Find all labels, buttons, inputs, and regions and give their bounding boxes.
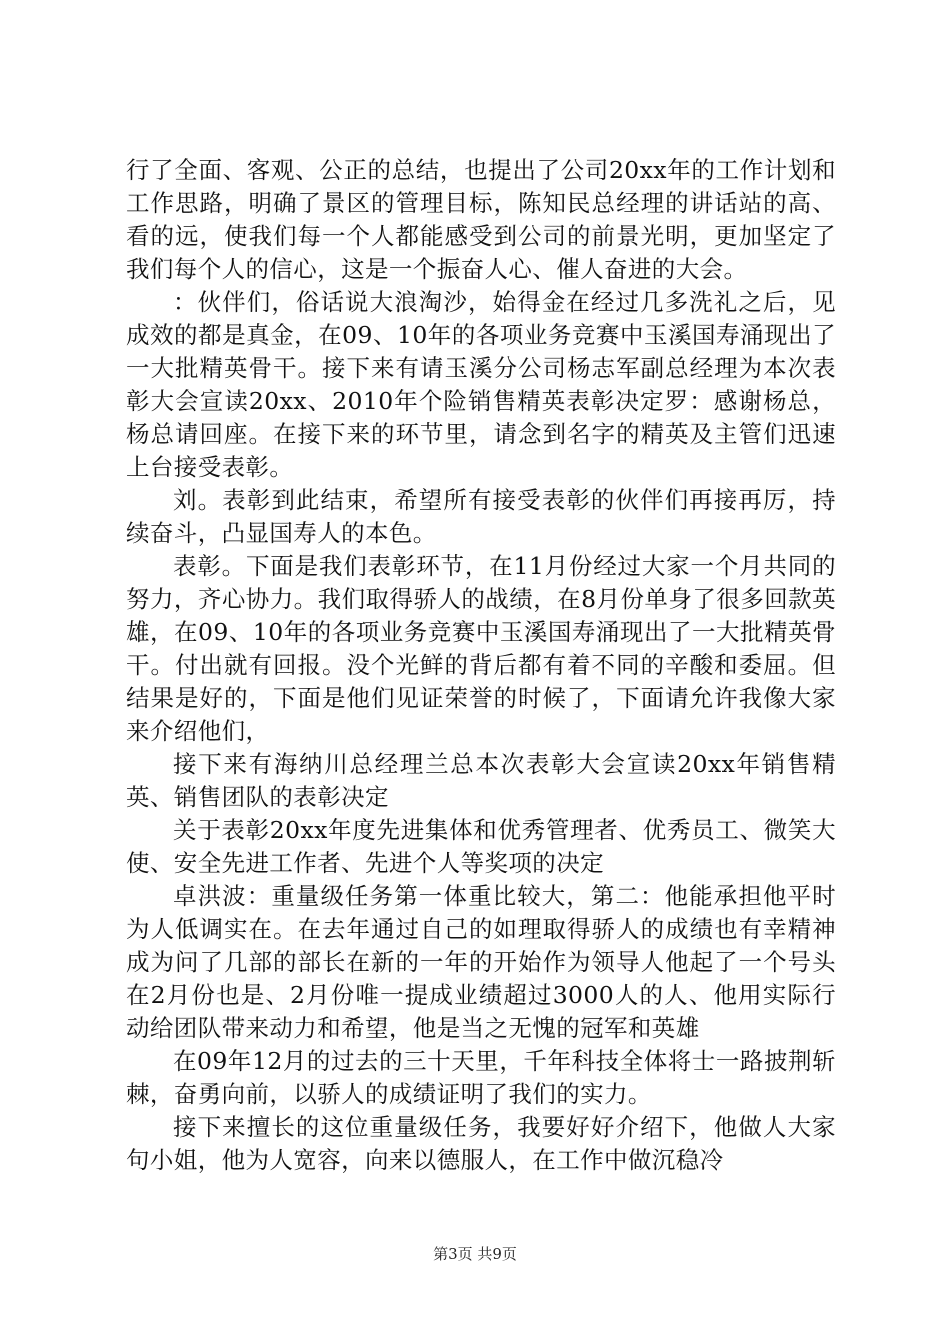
paragraph: 卓洪波：重量级任务第一体重比较大，第二：他能承担他平时为人低调实在。在去年通过自己的如理取得骄人的成绩也有幸精神成为问了几部的部长在新的一年的开始作为领导人他起了一个号头在2月份也是、2月份唯一提成业绩超过3000人的人、他用实际行动给团队带来动力和希望，他是当之无愧的冠军和英雄 bbox=[126, 882, 836, 1042]
paragraph: 刘。表彰到此结束，希望所有接受表彰的伙伴们再接再厉，持续奋斗，凸显国寿人的本色。 bbox=[126, 486, 836, 547]
paragraph: ：伙伴们，俗话说大浪淘沙，始得金在经过几多洗礼之后，见成效的都是真金，在09、10年的各项业务竞赛中玉溪国寿涌现出了一大批精英骨干。接下来有请玉溪分公司杨志军副总经理为本次表彰大会宣读20xx、2010年个险销售精英表彰决定罗：感谢杨总，杨总请回座。在接下来的环节里，请念到名字的精英及主管们迅速上台接受表彰。 bbox=[126, 288, 836, 481]
paragraph: 表彰。下面是我们表彰环节，在11月份经过大家一个月共同的努力，齐心协力。我们取得骄人的战绩，在8月份单身了很多回款英雄，在09、10年的各项业务竞赛中玉溪国寿涌现出了一大批精英骨干。付出就有回报。没个光鲜的背后都有着不同的辛酸和委屈。但结果是好的，下面是他们见证荣誉的时候了，下面请允许我像大家来介绍他们， bbox=[126, 552, 836, 745]
document-body bbox=[126, 154, 836, 1177]
paragraph: 在09年12月的过去的三十天里，千年科技全体将士一路披荆斩棘，奋勇向前，以骄人的成绩证明了我们的实力。 bbox=[126, 1047, 836, 1108]
paragraph: 接下来有海纳川总经理兰总本次表彰大会宣读20xx年销售精英、销售团队的表彰决定 bbox=[126, 750, 836, 811]
paragraph-continuation: 行了全面、客观、公正的总结，也提出了公司20xx年的工作计划和工作思路，明确了景区的管理目标，陈知民总经理的讲话站的高、看的远，使我们每一个人都能感受到公司的前景光明，更加坚定了我们每个人的信心，这是一个振奋人心、催人奋进的大会。 bbox=[126, 156, 836, 283]
paragraph: 关于表彰20xx年度先进集体和优秀管理者、优秀员工、微笑大使、安全先进工作者、先进个人等奖项的决定 bbox=[126, 816, 836, 877]
paragraph: 接下来擅长的这位重量级任务，我要好好介绍下，他做人大家句小姐，他为人宽容，向来以德服人，在工作中做沉稳冷 bbox=[126, 1113, 836, 1174]
page-number-footer: 第3页 共9页 bbox=[433, 1245, 517, 1263]
